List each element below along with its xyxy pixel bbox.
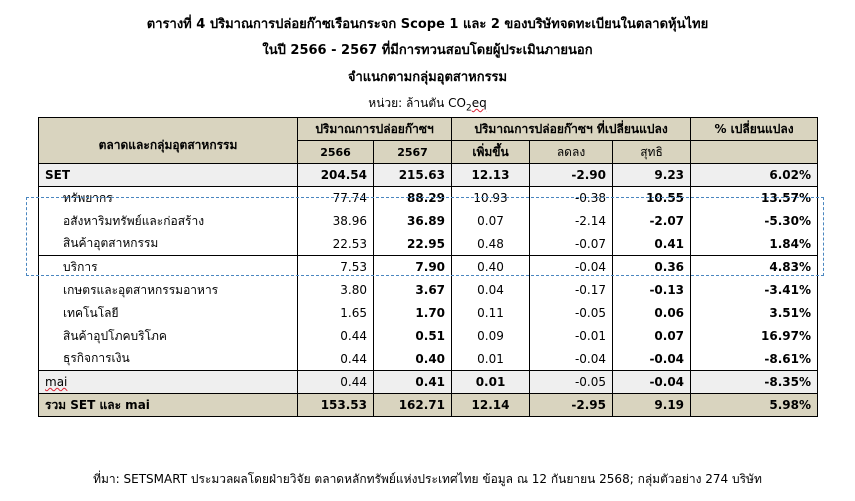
emissions-table xyxy=(38,117,818,417)
header-increase: เพิ่มขึ้น xyxy=(452,141,530,164)
decrease-cell: -0.07 xyxy=(530,233,613,256)
table-title-line3: จำแนกตามกลุ่มอุตสาหกรรม xyxy=(347,70,508,85)
percent-change-cell: 13.57% xyxy=(691,187,818,210)
increase-cell: 10.93 xyxy=(452,187,530,210)
value-2567-cell: 22.95 xyxy=(374,233,452,256)
value-2566-cell: 0.44 xyxy=(298,348,374,371)
row-label: รวม SET และ mai xyxy=(39,394,298,417)
value-2567-cell: 0.40 xyxy=(374,348,452,371)
value-2566-cell: 0.44 xyxy=(298,325,374,348)
value-2567-cell: 215.63 xyxy=(374,164,452,187)
row-label: เกษตรและอุตสาหกรรมอาหาร xyxy=(39,279,298,302)
percent-change-cell: -3.41% xyxy=(691,279,818,302)
row-label: สินค้าอุปโภคบริโภค xyxy=(39,325,298,348)
header-change: ปริมาณการปล่อยก๊าซฯ ที่เปลี่ยนแปลง xyxy=(452,118,691,141)
table-row xyxy=(39,371,818,394)
table-row xyxy=(39,302,818,325)
value-2566-cell: 204.54 xyxy=(298,164,374,187)
value-2566-cell: 22.53 xyxy=(298,233,374,256)
header-emission: ปริมาณการปล่อยก๊าซฯ xyxy=(298,118,452,141)
table-row xyxy=(39,394,818,417)
header-decrease: ลดลง xyxy=(530,141,613,164)
net-cell: 0.07 xyxy=(613,325,691,348)
table-row xyxy=(39,348,818,371)
table-row xyxy=(39,279,818,302)
value-2567-cell: 88.29 xyxy=(374,187,452,210)
value-2566-cell: 3.80 xyxy=(298,279,374,302)
value-2567-cell: 3.67 xyxy=(374,279,452,302)
decrease-cell: -2.95 xyxy=(530,394,613,417)
header-2566: 2566 xyxy=(298,141,374,164)
increase-cell: 0.01 xyxy=(452,371,530,394)
row-label: mai xyxy=(39,371,298,394)
table-title-line1: ตารางที่ 4 ปริมาณการปล่อยก๊าซเรือนกระจก Scope 1 และ 2 ของบริษัทจดทะเบียนในตลาดหุ้นไทย xyxy=(146,17,709,32)
row-label: อสังหาริมทรัพย์และก่อสร้าง xyxy=(39,210,298,233)
value-2566-cell: 1.65 xyxy=(298,302,374,325)
value-2566-cell: 153.53 xyxy=(298,394,374,417)
table-title-line2: ในปี 2566 - 2567 ที่มีการทวนสอบโดยผู้ประเมินภายนอก xyxy=(262,43,593,58)
net-cell: -2.07 xyxy=(613,210,691,233)
decrease-cell: -2.14 xyxy=(530,210,613,233)
row-label: บริการ xyxy=(39,256,298,279)
decrease-cell: -0.04 xyxy=(530,348,613,371)
header-2567: 2567 xyxy=(374,141,452,164)
net-cell: -0.13 xyxy=(613,279,691,302)
table-row xyxy=(39,164,818,187)
net-cell: -0.04 xyxy=(613,371,691,394)
value-2566-cell: 7.53 xyxy=(298,256,374,279)
unit-label: หน่วย: ล้านตัน $CO_2eq$ xyxy=(368,96,487,114)
percent-change-cell: -5.30% xyxy=(691,210,818,233)
source-note: ที่มา: SETSMART ประมวลผลโดยฝ่ายวิจัย ตลาดหลักทรัพย์แห่งประเทศไทย ข้อมูล ณ 12 กันยายน 2568; กลุ่มตัวอย่าง 274 บริษัท xyxy=(93,472,762,486)
table-row xyxy=(39,210,818,233)
percent-change-cell: 16.97% xyxy=(691,325,818,348)
value-2567-cell: 36.89 xyxy=(374,210,452,233)
increase-cell: 0.01 xyxy=(452,348,530,371)
header-group: ตลาดและกลุ่มอุตสาหกรรม xyxy=(39,118,298,164)
net-cell: 9.23 xyxy=(613,164,691,187)
increase-cell: 0.07 xyxy=(452,210,530,233)
table-row xyxy=(39,325,818,348)
row-label: เทคโนโลยี xyxy=(39,302,298,325)
table-row xyxy=(39,187,818,210)
value-2566-cell: 0.44 xyxy=(298,371,374,394)
value-2566-cell: 38.96 xyxy=(298,210,374,233)
increase-cell: 0.09 xyxy=(452,325,530,348)
row-label: ทรัพยากร xyxy=(39,187,298,210)
percent-change-cell: 5.98% xyxy=(691,394,818,417)
increase-cell: 0.11 xyxy=(452,302,530,325)
increase-cell: 12.14 xyxy=(452,394,530,417)
percent-change-cell: 3.51% xyxy=(691,302,818,325)
net-cell: 0.06 xyxy=(613,302,691,325)
net-cell: 0.36 xyxy=(613,256,691,279)
value-2566-cell: 77.74 xyxy=(298,187,374,210)
value-2567-cell: 0.51 xyxy=(374,325,452,348)
row-label: สินค้าอุตสาหกรรม xyxy=(39,233,298,256)
decrease-cell: -0.05 xyxy=(530,302,613,325)
row-label: ธุรกิจการเงิน xyxy=(39,348,298,371)
percent-change-cell: 1.84% xyxy=(691,233,818,256)
decrease-cell: -2.90 xyxy=(530,164,613,187)
table-row xyxy=(39,256,818,279)
value-2567-cell: 162.71 xyxy=(374,394,452,417)
percent-change-cell: -8.35% xyxy=(691,371,818,394)
increase-cell: 0.40 xyxy=(452,256,530,279)
value-2567-cell: 1.70 xyxy=(374,302,452,325)
net-cell: 10.55 xyxy=(613,187,691,210)
percent-change-cell: 4.83% xyxy=(691,256,818,279)
net-cell: 9.19 xyxy=(613,394,691,417)
decrease-cell: -0.17 xyxy=(530,279,613,302)
value-2567-cell: 0.41 xyxy=(374,371,452,394)
net-cell: 0.41 xyxy=(613,233,691,256)
decrease-cell: -0.38 xyxy=(530,187,613,210)
header-pct: % เปลี่ยนแปลง xyxy=(691,118,818,141)
percent-change-cell: -8.61% xyxy=(691,348,818,371)
increase-cell: 12.13 xyxy=(452,164,530,187)
table-row xyxy=(39,233,818,256)
decrease-cell: -0.04 xyxy=(530,256,613,279)
decrease-cell: -0.05 xyxy=(530,371,613,394)
header-pct-blank xyxy=(691,141,818,164)
decrease-cell: -0.01 xyxy=(530,325,613,348)
net-cell: -0.04 xyxy=(613,348,691,371)
header-net: สุทธิ xyxy=(613,141,691,164)
increase-cell: 0.04 xyxy=(452,279,530,302)
row-label: SET xyxy=(39,164,298,187)
value-2567-cell: 7.90 xyxy=(374,256,452,279)
percent-change-cell: 6.02% xyxy=(691,164,818,187)
increase-cell: 0.48 xyxy=(452,233,530,256)
